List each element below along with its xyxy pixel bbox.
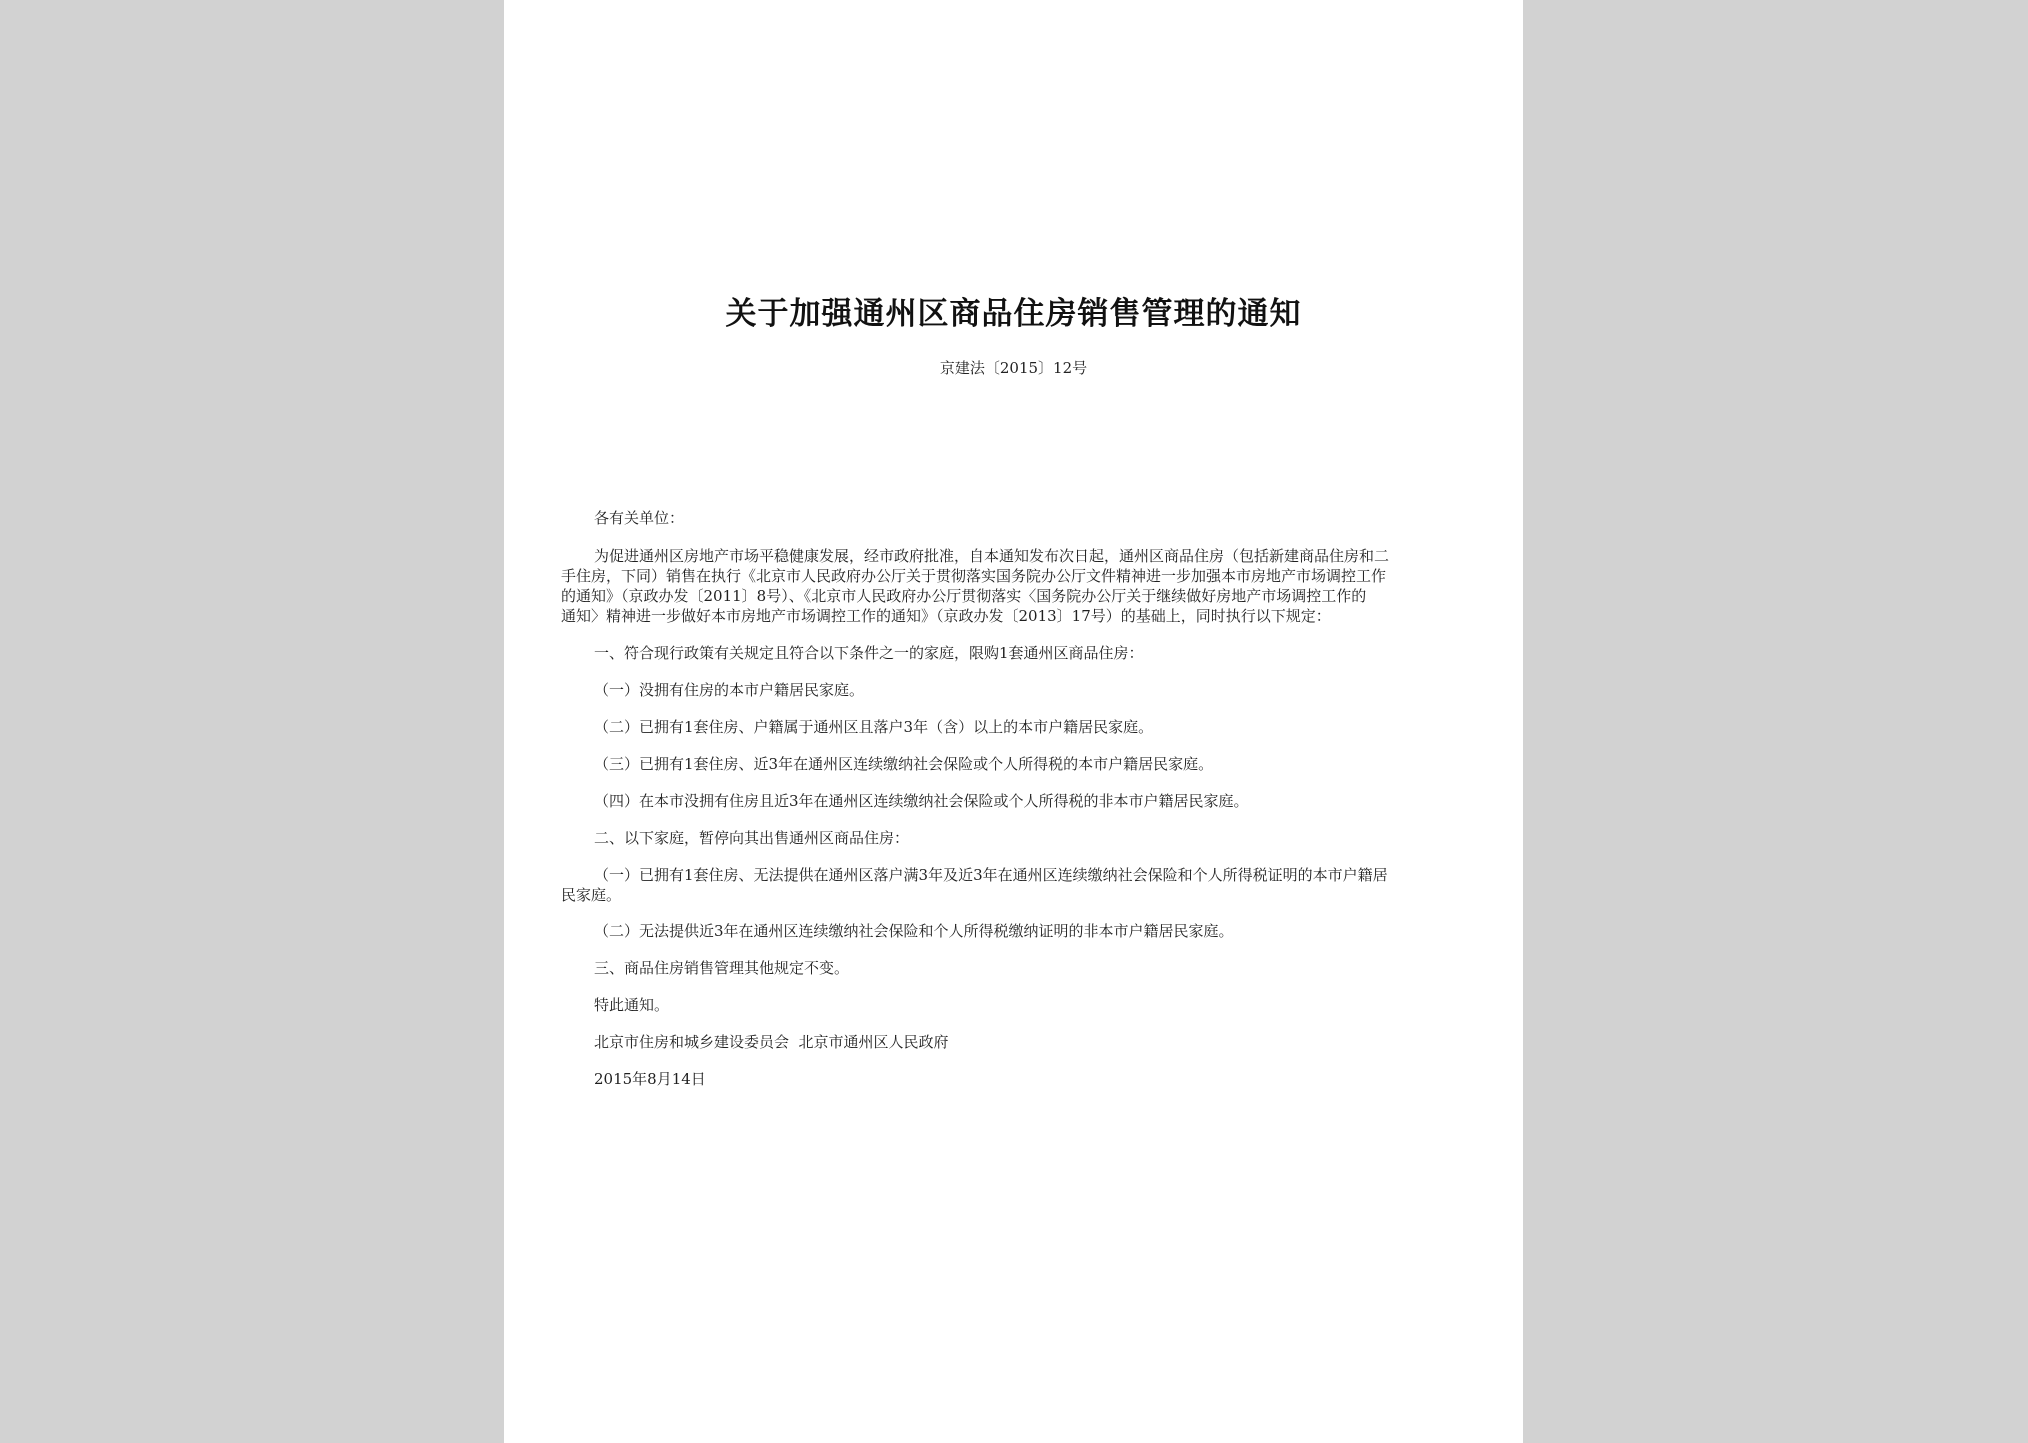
issuing-authorities: 北京市住房和城乡建设委员会 北京市通州区人民政府: [594, 1033, 949, 1051]
section-1-item: （二）已拥有1套住房、户籍属于通州区且落户3年（含）以上的本市户籍居民家庭。: [594, 718, 1154, 736]
section-3-heading: 三、商品住房销售管理其他规定不变。: [594, 959, 850, 977]
document-page: [504, 0, 1523, 1443]
document-body: [561, 508, 1467, 1089]
intro-line: 通知〉精神进一步做好本市房地产市场调控工作的通知》（京政办发〔2013〕17号）的基础上，同时执行以下规定：: [561, 607, 1331, 625]
salutation: 各有关单位：: [594, 509, 685, 527]
intro-line: 为促进通州区房地产市场平稳健康发展，经市政府批准，自本通知发布次日起，通州区商品住房（包括新建商品住房和二: [594, 547, 1390, 565]
section-1-item: （四）在本市没拥有住房且近3年在通州区连续缴纳社会保险或个人所得税的非本市户籍居民家庭。: [594, 792, 1249, 810]
document-title: 关于加强通州区商品住房销售管理的通知: [725, 296, 1302, 332]
section-1-heading: 一、符合现行政策有关规定且符合以下条件之一的家庭，限购1套通州区商品住房：: [594, 644, 1144, 662]
section-2-item-line: 民家庭。: [561, 886, 622, 904]
section-2-item-line: （一）已拥有1套住房、无法提供在通州区落户满3年及近3年在通州区连续缴纳社会保险和个人所得税证明的本市户籍居: [594, 866, 1388, 884]
section-2-item: [561, 865, 1467, 905]
section-1-item: （三）已拥有1套住房、近3年在通州区连续缴纳社会保险或个人所得税的本市户籍居民家庭。: [594, 755, 1214, 773]
section-2-item: （二）无法提供近3年在通州区连续缴纳社会保险和个人所得税缴纳证明的非本市户籍居民家庭。: [594, 922, 1234, 940]
section-1-item: （一）没拥有住房的本市户籍居民家庭。: [594, 681, 865, 699]
intro-line: 手住房，下同）销售在执行《北京市人民政府办公厅关于贯彻落实国务院办公厅文件精神进一步加强本市房地产市场调控工作: [561, 567, 1387, 585]
intro-line: 的通知》（京政办发〔2011〕8号）、《北京市人民政府办公厅贯彻落实〈国务院办公厅关于继续做好房地产市场调控工作的: [561, 587, 1367, 605]
closing-text: 特此通知。: [594, 996, 670, 1014]
issue-date: 2015年8月14日: [594, 1070, 706, 1088]
section-2-heading: 二、以下家庭，暂停向其出售通州区商品住房：: [594, 829, 910, 847]
document-number: 京建法〔2015〕12号: [939, 359, 1088, 377]
intro-paragraph: [561, 546, 1467, 626]
